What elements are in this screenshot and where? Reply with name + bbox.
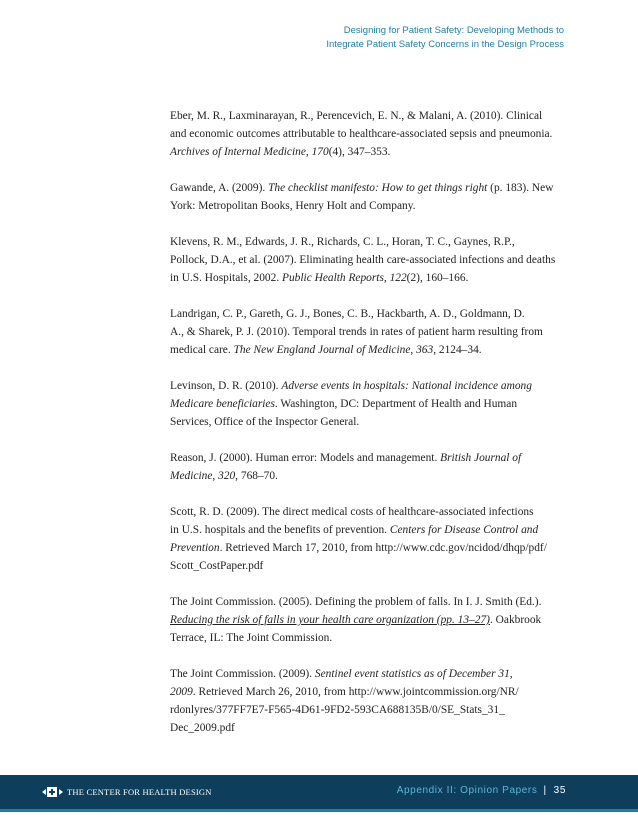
italic-text: Centers for Disease Control and (389, 524, 539, 536)
reference-text: (p. 183). New (487, 182, 554, 194)
reference-text: Levinson, D. R. (2010). (170, 380, 282, 392)
italic-text: Sentinel event statistics as of December 31, (314, 668, 513, 680)
reference-entry (170, 233, 570, 287)
logo-mark-icon (42, 786, 64, 798)
reference-text: Gawande, A. (2009). (170, 182, 269, 194)
reference-text: Pollock, D.A., et al. (2007). Eliminating health care-associated infections and deaths (170, 254, 556, 266)
reference-text: Terrace, IL: The Joint Commission. (170, 632, 333, 644)
reference-text: in U.S. Hospitals, 2002. (170, 272, 283, 284)
reference-line (170, 449, 570, 467)
footer-separator: | (543, 785, 547, 796)
footer-bar (0, 775, 638, 809)
reference-line (170, 539, 570, 557)
reference-text: (2), 160–166. (406, 272, 469, 284)
reference-entry (170, 377, 570, 431)
reference-text: in U.S. hospitals and the benefits of prevention. (170, 524, 390, 536)
reference-text: Klevens, R. M., Edwards, J. R., Richards, C. L., Horan, T. C., Gaynes, R.P., (170, 236, 515, 248)
reference-line (170, 719, 570, 737)
reference-line (170, 557, 570, 575)
reference-entry (170, 503, 570, 575)
reference-line (170, 521, 570, 539)
reference-text: Scott, R. D. (2009). The direct medical costs of healthcare-associated infections (170, 506, 534, 518)
reference-line (170, 701, 570, 719)
italic-text: Archives of Internal Medicine, 170 (170, 146, 329, 158)
reference-line (170, 341, 570, 359)
reference-text: Dec_2009.pdf (170, 722, 235, 734)
italic-text: The New England Journal of Medicine, 363 (233, 344, 434, 356)
reference-text: . Retrieved March 26, 2010, from http://www.jointcommission.org/NR/ (192, 686, 519, 698)
italic-text: Public Health Reports, 122 (282, 272, 407, 284)
reference-line (170, 179, 570, 197)
reference-line (170, 197, 570, 215)
reference-text: (4), 347–353. (328, 146, 391, 158)
reference-text: . Washington, DC: Department of Health and Human (274, 398, 518, 410)
section-label: Appendix II: Opinion Papers (396, 785, 538, 796)
reference-line (170, 323, 570, 341)
italic-text: Prevention (170, 542, 220, 554)
reference-line (170, 143, 570, 161)
italic-text: 2009 (170, 686, 193, 698)
reference-entry (170, 449, 570, 485)
reference-line (170, 467, 570, 485)
reference-text: Reason, J. (2000). Human error: Models and management. (170, 452, 441, 464)
reference-list (170, 107, 570, 755)
reference-line (170, 251, 570, 269)
page-number: 35 (553, 785, 566, 796)
reference-text: The Joint Commission. (2009). (170, 668, 315, 680)
footer-section (397, 785, 566, 796)
reference-text: and economic outcomes attributable to healthcare-associated sepsis and pneumonia. (170, 128, 553, 140)
reference-entry (170, 107, 570, 161)
italic-text: Adverse events in hospitals: National incidence among (281, 380, 532, 392)
reference-line (170, 107, 570, 125)
reference-line (170, 377, 570, 395)
underlined-text: Reducing the risk of falls in your health care organization (pp. 13–27) (170, 614, 490, 626)
reference-line (170, 125, 570, 143)
italic-text: The checklist manifesto: How to get things right (268, 182, 488, 194)
reference-line (170, 629, 570, 647)
reference-text: A., & Sharek, P. J. (2010). Temporal trends in rates of patient harm resulting from (170, 326, 543, 338)
reference-line (170, 683, 570, 701)
reference-line (170, 395, 570, 413)
reference-entry (170, 593, 570, 647)
reference-text: The Joint Commission. (2005). Defining the problem of falls. In I. J. Smith (Ed.). (170, 596, 542, 608)
reference-line (170, 611, 570, 629)
running-header (326, 24, 564, 52)
running-header-line-2: Integrate Patient Safety Concerns in the Design Process (326, 39, 564, 50)
reference-text: York: Metropolitan Books, Henry Holt and Company. (170, 200, 416, 212)
reference-line (170, 593, 570, 611)
reference-text: . Oakbrook (489, 614, 542, 626)
reference-text: Landrigan, C. P., Gareth, G. J., Bones, C. B., Hackbarth, A. D., Goldmann, D. (170, 308, 525, 320)
reference-text: Eber, M. R., Laxminarayan, R., Perencevich, E. N., & Malani, A. (2010). Clinical (170, 110, 543, 122)
reference-text: , 768–70. (235, 470, 278, 482)
reference-text: Scott_CostPaper.pdf (170, 560, 264, 572)
center-for-health-design-logo (42, 786, 212, 798)
footer-accent-rule (0, 809, 638, 812)
italic-text: Medicine, 320 (170, 470, 236, 482)
reference-line (170, 665, 570, 683)
reference-line (170, 413, 570, 431)
reference-line (170, 305, 570, 323)
reference-text: , 2124–34. (433, 344, 482, 356)
logo-text: THE CENTER FOR HEALTH DESIGN (67, 787, 212, 797)
running-header-line-1: Designing for Patient Safety: Developing Methods to (343, 25, 564, 36)
reference-text: . Retrieved March 17, 2010, from http://www.cdc.gov/ncidod/dhqp/pdf/ (219, 542, 547, 554)
reference-line (170, 233, 570, 251)
reference-line (170, 503, 570, 521)
reference-entry (170, 665, 570, 737)
reference-line (170, 269, 570, 287)
italic-text: Medicare beneficiaries (170, 398, 275, 410)
reference-text: rdonlyres/377FF7E7-F565-4D61-9FD2-593CA688135B/0/SE_Stats_31_ (170, 704, 505, 716)
reference-entry (170, 305, 570, 359)
reference-text: medical care. (170, 344, 234, 356)
reference-text: Services, Office of the Inspector General. (170, 416, 360, 428)
reference-entry (170, 179, 570, 215)
italic-text: British Journal of (440, 452, 522, 464)
